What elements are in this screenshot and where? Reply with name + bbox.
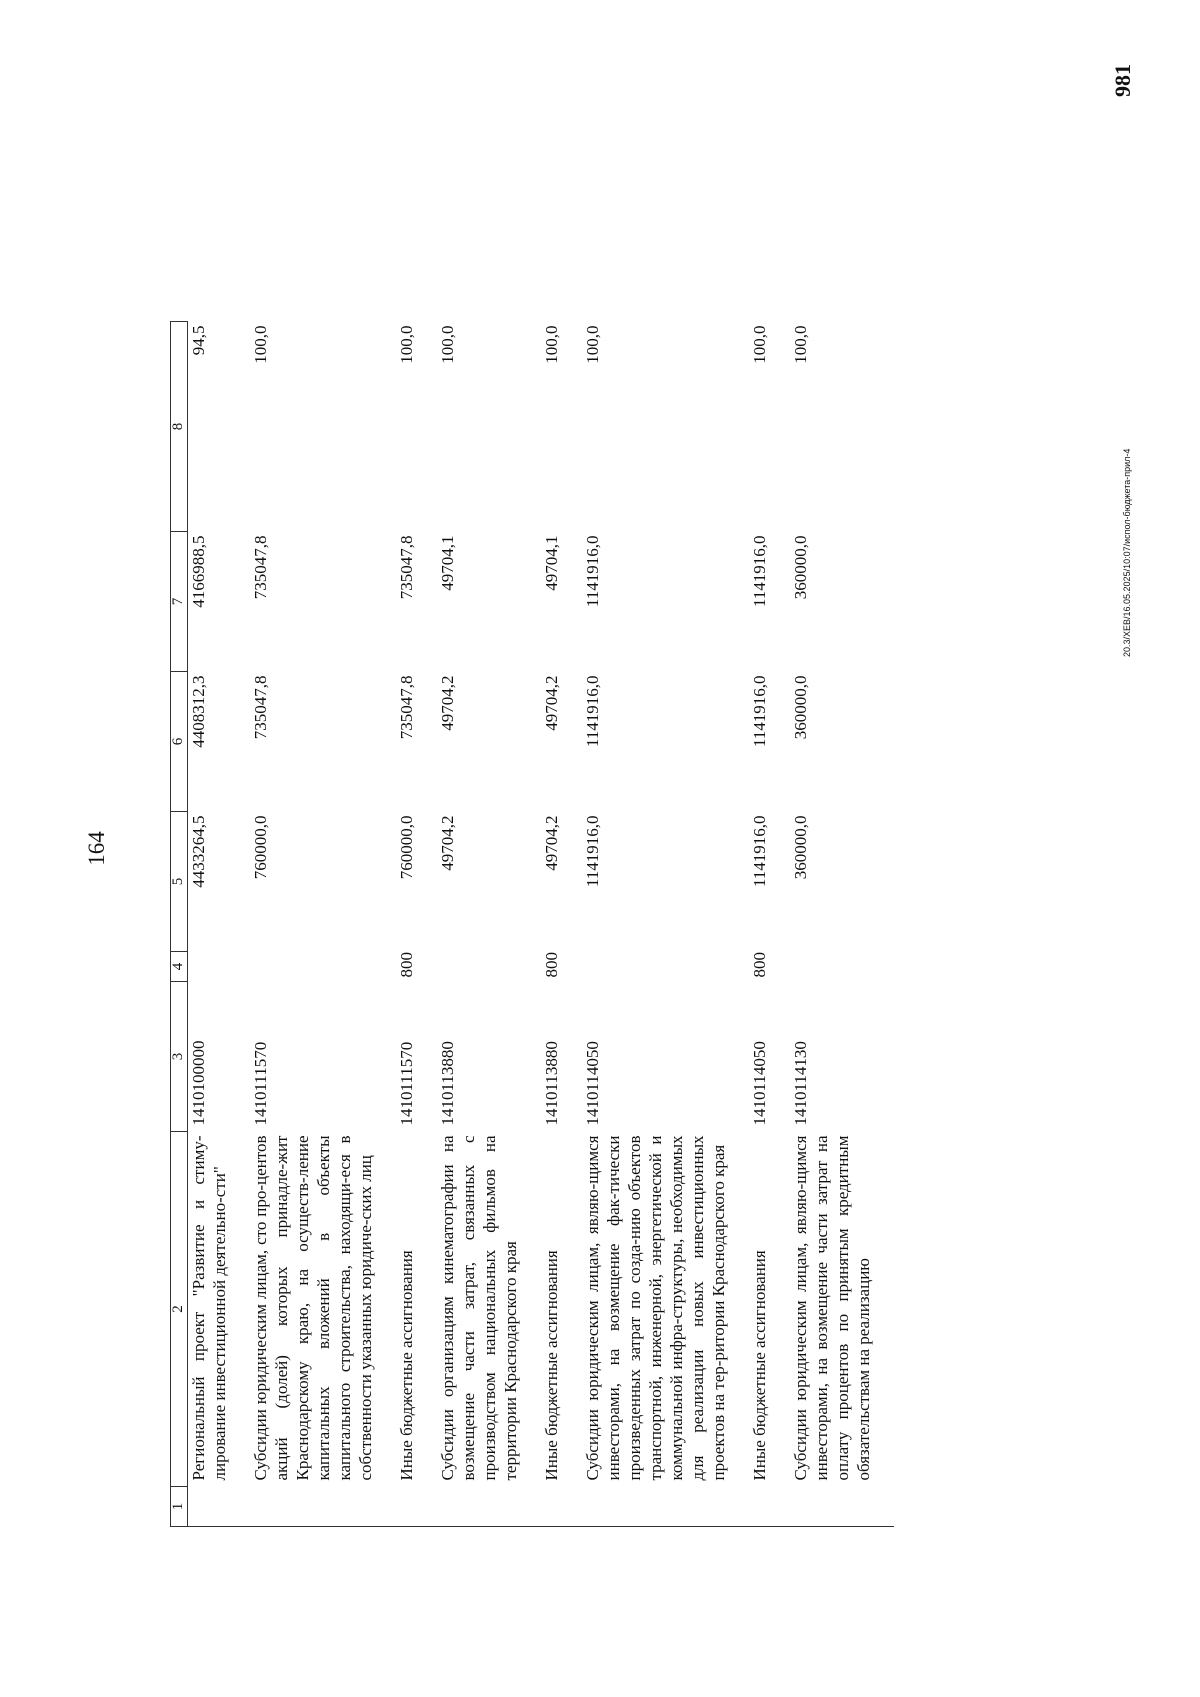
cell-col-1 bbox=[790, 1487, 894, 1527]
column-header: 6 bbox=[171, 672, 188, 812]
cell-col-5: 1141916,0 bbox=[583, 815, 602, 888]
table-row bbox=[790, 322, 894, 1527]
cell-col-8: 100,0 bbox=[791, 325, 810, 364]
cell-col-1 bbox=[437, 1487, 541, 1527]
cell-col-3: 1410111570 bbox=[397, 1041, 416, 1126]
cell-col-3: 1410114050 bbox=[750, 1041, 769, 1126]
cell-col-2: Субсидии организациям кинематографии на возмещение части затрат, связанных с производством национальных фильмов на территории Краснодарского края bbox=[438, 1135, 520, 1481]
cell-col-8: 100,0 bbox=[397, 325, 416, 364]
cell-col-5: 4433264,5 bbox=[189, 815, 208, 888]
cell-col-4 bbox=[582, 952, 749, 982]
cell-col-4: 800 bbox=[397, 952, 416, 978]
cell-col-1 bbox=[749, 1487, 790, 1527]
table-row bbox=[749, 322, 790, 1527]
cell-col-5: 360000,0 bbox=[791, 815, 810, 880]
cell-col-2: Иные бюджетные ассигнования bbox=[397, 1250, 416, 1481]
cell-col-5: 1141916,0 bbox=[750, 815, 769, 888]
cell-col-7: 360000,0 bbox=[791, 535, 810, 600]
cell-col-3: 1410100000 bbox=[189, 1040, 208, 1126]
page-number: 164 bbox=[84, 831, 109, 866]
cell-col-3: 1410111570 bbox=[251, 1041, 270, 1126]
cell-col-7: 1141916,0 bbox=[583, 535, 602, 608]
cell-col-3: 1410113880 bbox=[438, 1041, 457, 1126]
cell-col-1 bbox=[250, 1487, 396, 1527]
cell-col-7: 735047,8 bbox=[251, 535, 270, 600]
column-header: 1 bbox=[171, 1487, 188, 1527]
budget-table bbox=[170, 321, 894, 1527]
cell-col-6: 735047,8 bbox=[251, 675, 270, 740]
cell-col-6: 49704,2 bbox=[438, 675, 457, 731]
cell-col-1 bbox=[188, 1487, 251, 1527]
table-row bbox=[437, 322, 541, 1527]
cell-col-8: 100,0 bbox=[750, 325, 769, 364]
column-header: 3 bbox=[171, 982, 188, 1132]
cell-col-4 bbox=[790, 952, 894, 982]
cell-col-6: 360000,0 bbox=[791, 675, 810, 740]
column-header: 5 bbox=[171, 812, 188, 952]
cell-col-2: Региональный проект "Развитие и стиму-лирование инвестиционной деятельно-сти" bbox=[189, 1135, 229, 1481]
cell-col-2: Иные бюджетные ассигнования bbox=[542, 1250, 561, 1481]
cell-col-7: 4166988,5 bbox=[189, 535, 208, 608]
cell-col-1 bbox=[582, 1487, 749, 1527]
cell-col-6: 4408312,3 bbox=[189, 675, 208, 748]
column-header: 2 bbox=[171, 1132, 188, 1487]
table-row bbox=[250, 322, 396, 1527]
sheet-number: 981 bbox=[1110, 64, 1135, 97]
cell-col-4 bbox=[437, 952, 541, 982]
cell-col-5: 760000,0 bbox=[251, 815, 270, 880]
cell-col-7: 49704,1 bbox=[438, 535, 457, 591]
cell-col-8: 100,0 bbox=[542, 325, 561, 364]
cell-col-6: 735047,8 bbox=[397, 675, 416, 740]
table-row bbox=[541, 322, 582, 1527]
cell-col-7: 1141916,0 bbox=[750, 535, 769, 608]
cell-col-8: 100,0 bbox=[583, 325, 602, 364]
cell-col-5: 49704,2 bbox=[542, 815, 561, 871]
cell-col-8: 94,5 bbox=[189, 325, 208, 356]
cell-col-2: Иные бюджетные ассигнования bbox=[750, 1250, 769, 1481]
cell-col-4: 800 bbox=[750, 952, 769, 978]
cell-col-3: 1410113880 bbox=[542, 1041, 561, 1126]
cell-col-1 bbox=[541, 1487, 582, 1527]
cell-col-6: 1141916,0 bbox=[750, 675, 769, 748]
cell-col-5: 760000,0 bbox=[397, 815, 416, 880]
cell-col-8: 100,0 bbox=[438, 325, 457, 364]
cell-col-7: 49704,1 bbox=[542, 535, 561, 591]
table-row bbox=[396, 322, 437, 1527]
table-row bbox=[188, 322, 251, 1527]
cell-col-2: Субсидии юридическим лицам, являю-щимся инвесторами, на возмещение части затрат на оплату процентов по принятым кредитным обязательствам на реализацию bbox=[791, 1135, 873, 1481]
cell-col-4 bbox=[250, 952, 396, 982]
column-header: 4 bbox=[171, 952, 188, 982]
cell-col-2: Субсидии юридическим лицам, являю-щимся инвесторами, на возмещение фак-тически произведенных затрат по созда-нию объектов транспортной, инженерной, энергетической и коммунальной инфра-структуры, необходимых для реализации новых инвестиционных проектов на тер-ритории Краснодарского края bbox=[583, 1135, 728, 1481]
cell-col-4 bbox=[188, 952, 251, 982]
cell-col-4: 800 bbox=[542, 952, 561, 978]
cell-col-1 bbox=[396, 1487, 437, 1527]
cell-col-6: 49704,2 bbox=[542, 675, 561, 731]
cell-col-8: 100,0 bbox=[251, 325, 270, 364]
table-header-row bbox=[171, 322, 188, 1527]
cell-col-3: 1410114130 bbox=[791, 1041, 810, 1126]
footer-code: 20.3/XEB/16.05.2025/10:07/испол-бюджета-прил-4 bbox=[1122, 448, 1132, 657]
cell-col-3: 1410114050 bbox=[583, 1041, 602, 1126]
cell-col-7: 735047,8 bbox=[397, 535, 416, 600]
cell-col-5: 49704,2 bbox=[438, 815, 457, 871]
column-header: 8 bbox=[171, 322, 188, 532]
column-header: 7 bbox=[171, 532, 188, 672]
cell-col-6: 1141916,0 bbox=[583, 675, 602, 748]
table-row bbox=[582, 322, 749, 1527]
cell-col-2: Субсидии юридическим лицам, сто про-центов акций (долей) которых принадле-жит Краснодарскому краю, на осуществ-ление капитальных вложений в объекты капитального строительства, находящи-еся в собственности указанных юридиче-ских лиц bbox=[251, 1135, 375, 1481]
